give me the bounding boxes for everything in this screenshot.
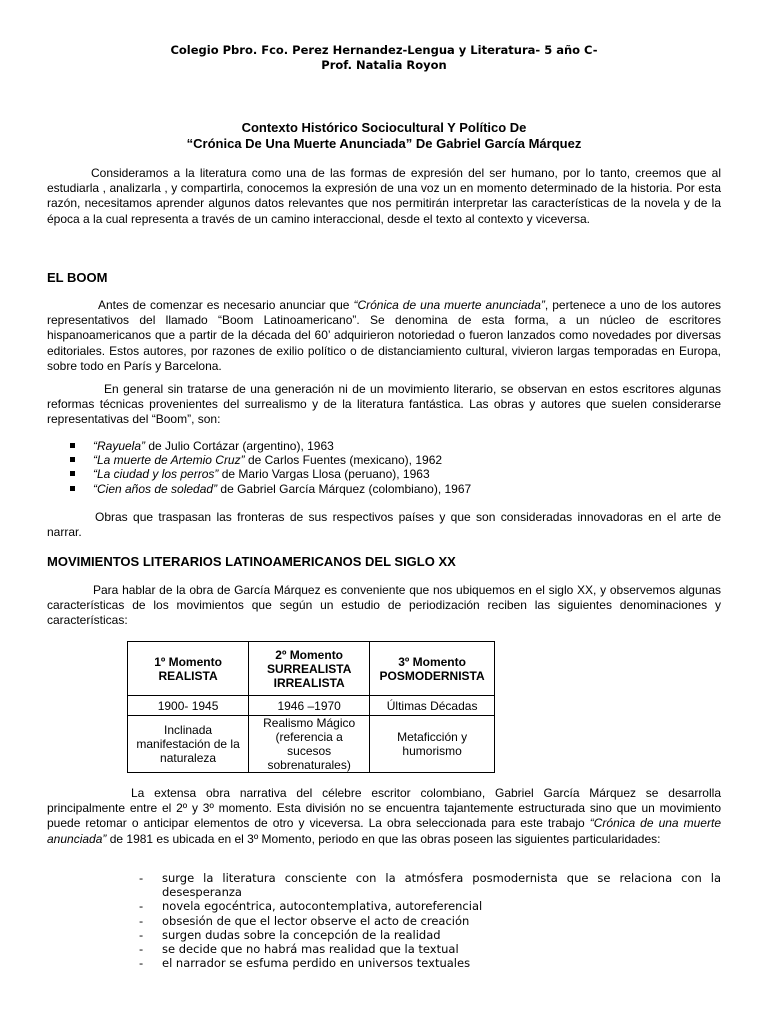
traits-list — [47, 871, 721, 970]
trait-text: el narrador se esfuma perdido en universos textuales — [162, 956, 471, 971]
table-cell: 1900- 1945 — [128, 696, 249, 716]
square-bullet-icon — [70, 443, 75, 448]
movements-paragraph-2 — [47, 786, 721, 847]
work-details: de Mario Vargas Llosa (peruano), 1963 — [218, 467, 430, 482]
movements-p2-start: La extensa obra narrativa del célebre escritor colombiano, Gabriel García Márquez se desarrolla principalmente entre el 2º y 3º momento. Esta división no se encuentra tajantemente estructurada sino que un movimiento puede retomar o anticipar elementos de otro y viceversa. La obra seleccionada para este trabajo — [47, 786, 721, 831]
table-cell: Metaficción y humorismo — [370, 716, 495, 773]
table-row — [128, 716, 495, 773]
movements-p2-title: “Crónica de una muerte anunciada” — [47, 816, 721, 846]
table-header-row — [128, 642, 495, 696]
dash-bullet-icon: - — [139, 956, 144, 971]
document-title — [0, 120, 768, 152]
moment-number: 3º Momento — [398, 654, 466, 669]
table-header-cell — [370, 642, 495, 696]
boom-paragraph-3 — [47, 510, 721, 540]
trait-text: novela egocéntrica, autocontemplativa, autoreferencial — [162, 899, 483, 914]
dash-bullet-icon: - — [139, 871, 144, 885]
intro-text: Consideramos a la literatura como una de las formas de expresión del ser humano, por lo tanto, creemos que al estudiarla , analizarla , y compartirla, conocemos la expresión de una voz un en momento determinado de la historia. Por esta razón, necesitamos aprender algunos datos relevantes que nos permitirán interpretar las características de la novela y de la época a la cual representa a través de un camino interaccional, desde el texto al contexto y viceversa. — [47, 166, 721, 226]
movements-paragraph-1 — [47, 583, 721, 629]
table-header-cell — [249, 642, 370, 696]
trait-text: obsesión de que el lector observe el acto de creación — [162, 913, 470, 928]
dash-bullet-icon: - — [139, 899, 144, 914]
dash-bullet-icon: - — [139, 942, 144, 957]
list-item — [47, 482, 721, 496]
table-cell: Últimas Décadas — [370, 696, 495, 716]
boom-paragraph-2 — [47, 382, 721, 428]
square-bullet-icon — [70, 486, 75, 491]
list-item — [47, 467, 721, 481]
table-cell: 1946 –1970 — [249, 696, 370, 716]
boom-p1-start: Antes de comenzar es necesario anunciar que — [98, 298, 354, 312]
boom-p2-text: En general sin tratarse de una generación ni de un movimiento literario, se observan en estos escritores algunas reformas técnicas provenientes del surrealismo y de la literatura fantástica. Las obras y autores que suelen considerarse representativas del “Boom”, son: — [47, 382, 721, 427]
trait-text: surge la literatura consciente con la atmósfera posmodernista que se relaciona con la desesperanza — [162, 871, 721, 900]
trait-text: se decide que no habrá mas realidad que la textual — [162, 942, 459, 957]
table-row — [128, 696, 495, 716]
boom-p3-text: Obras que traspasan las fronteras de sus respectivos países y que son consideradas innovadoras en el arte de narrar. — [47, 510, 721, 540]
list-item — [47, 453, 721, 467]
intro-paragraph — [47, 166, 721, 227]
list-item — [47, 899, 721, 913]
dash-bullet-icon: - — [139, 927, 144, 942]
work-details: de Gabriel García Márquez (colombiano), 1967 — [217, 481, 472, 496]
work-details: de Carlos Fuentes (mexicano), 1962 — [244, 453, 443, 468]
boom-heading: EL BOOM — [47, 270, 108, 285]
moment-number: 1º Momento — [154, 654, 222, 669]
list-item — [47, 956, 721, 970]
work-title: “Rayuela” — [93, 439, 146, 453]
moment-name: SURREALISTA — [266, 661, 352, 676]
movements-heading: MOVIMIENTOS LITERARIOS LATINOAMERICANOS DEL SIGLO XX — [47, 554, 456, 569]
document-title-line-2: “Crónica De Una Muerte Anunciada” De Gabriel García Márquez — [186, 136, 582, 151]
work-title: “La ciudad y los perros” — [93, 467, 219, 482]
list-item — [47, 439, 721, 453]
moment-number: 2º Momento — [275, 647, 344, 662]
square-bullet-icon — [70, 471, 75, 476]
list-item — [47, 928, 721, 942]
school-header — [0, 43, 768, 73]
school-header-line-2: Prof. Natalia Royon — [321, 58, 447, 72]
table-cell: Realismo Mágico (referencia a sucesos sobrenaturales) — [249, 716, 370, 773]
trait-text: surgen dudas sobre la concepción de la realidad — [162, 927, 441, 942]
school-header-line-1: Colegio Pbro. Fco. Perez Hernandez-Lengua y Literatura- 5 año C- — [170, 43, 598, 57]
square-bullet-icon — [70, 457, 75, 462]
moment-name-2: IRREALISTA — [273, 675, 345, 690]
work-title: “La muerte de Artemio Cruz” — [93, 453, 245, 468]
table-cell: Inclinada manifestación de la naturaleza — [128, 716, 249, 773]
boom-p1-rest: , pertenece a uno de los autores representativos del llamado “Boom Latinoamericano”. Se denomina de esta forma, a un núcleo de escritores hispanoamericanos que a partir de la década del 60’ adquirieron notoriedad o fueron lanzados como novedades por diversas editoriales. Estos autores, por razones de exilio político o de distanciamiento cultural, vivieron largas temporadas en Europa, sobre todo en París y Barcelona. — [47, 298, 722, 373]
list-item — [47, 871, 721, 899]
movements-p1-text: Para hablar de la obra de García Márquez es conveniente que nos ubiquemos en el siglo XX, y observemos algunas características de los movimientos que según un estudio de periodización reciben las siguientes denominaciones y características: — [47, 583, 721, 628]
moment-name: REALISTA — [158, 668, 218, 683]
work-title: “Cien años de soledad” — [93, 481, 218, 496]
document-title-line-1: Contexto Histórico Sociocultural Y Político De — [241, 120, 527, 135]
boom-p1-title: “Crónica de una muerte anunciada” — [353, 298, 545, 312]
periods-table — [127, 641, 495, 773]
boom-paragraph-1 — [47, 298, 721, 374]
boom-works-list — [47, 439, 721, 496]
table-header-cell — [128, 642, 249, 696]
moment-name: POSMODERNISTA — [379, 668, 485, 683]
list-item — [47, 914, 721, 928]
work-details: de Julio Cortázar (argentino), 1963 — [145, 439, 334, 453]
movements-p2-rest: de 1981 es ubicada en el 3º Momento, periodo en que las obras poseen las siguientes particularidades: — [106, 831, 661, 846]
dash-bullet-icon: - — [139, 913, 144, 928]
list-item — [47, 942, 721, 956]
